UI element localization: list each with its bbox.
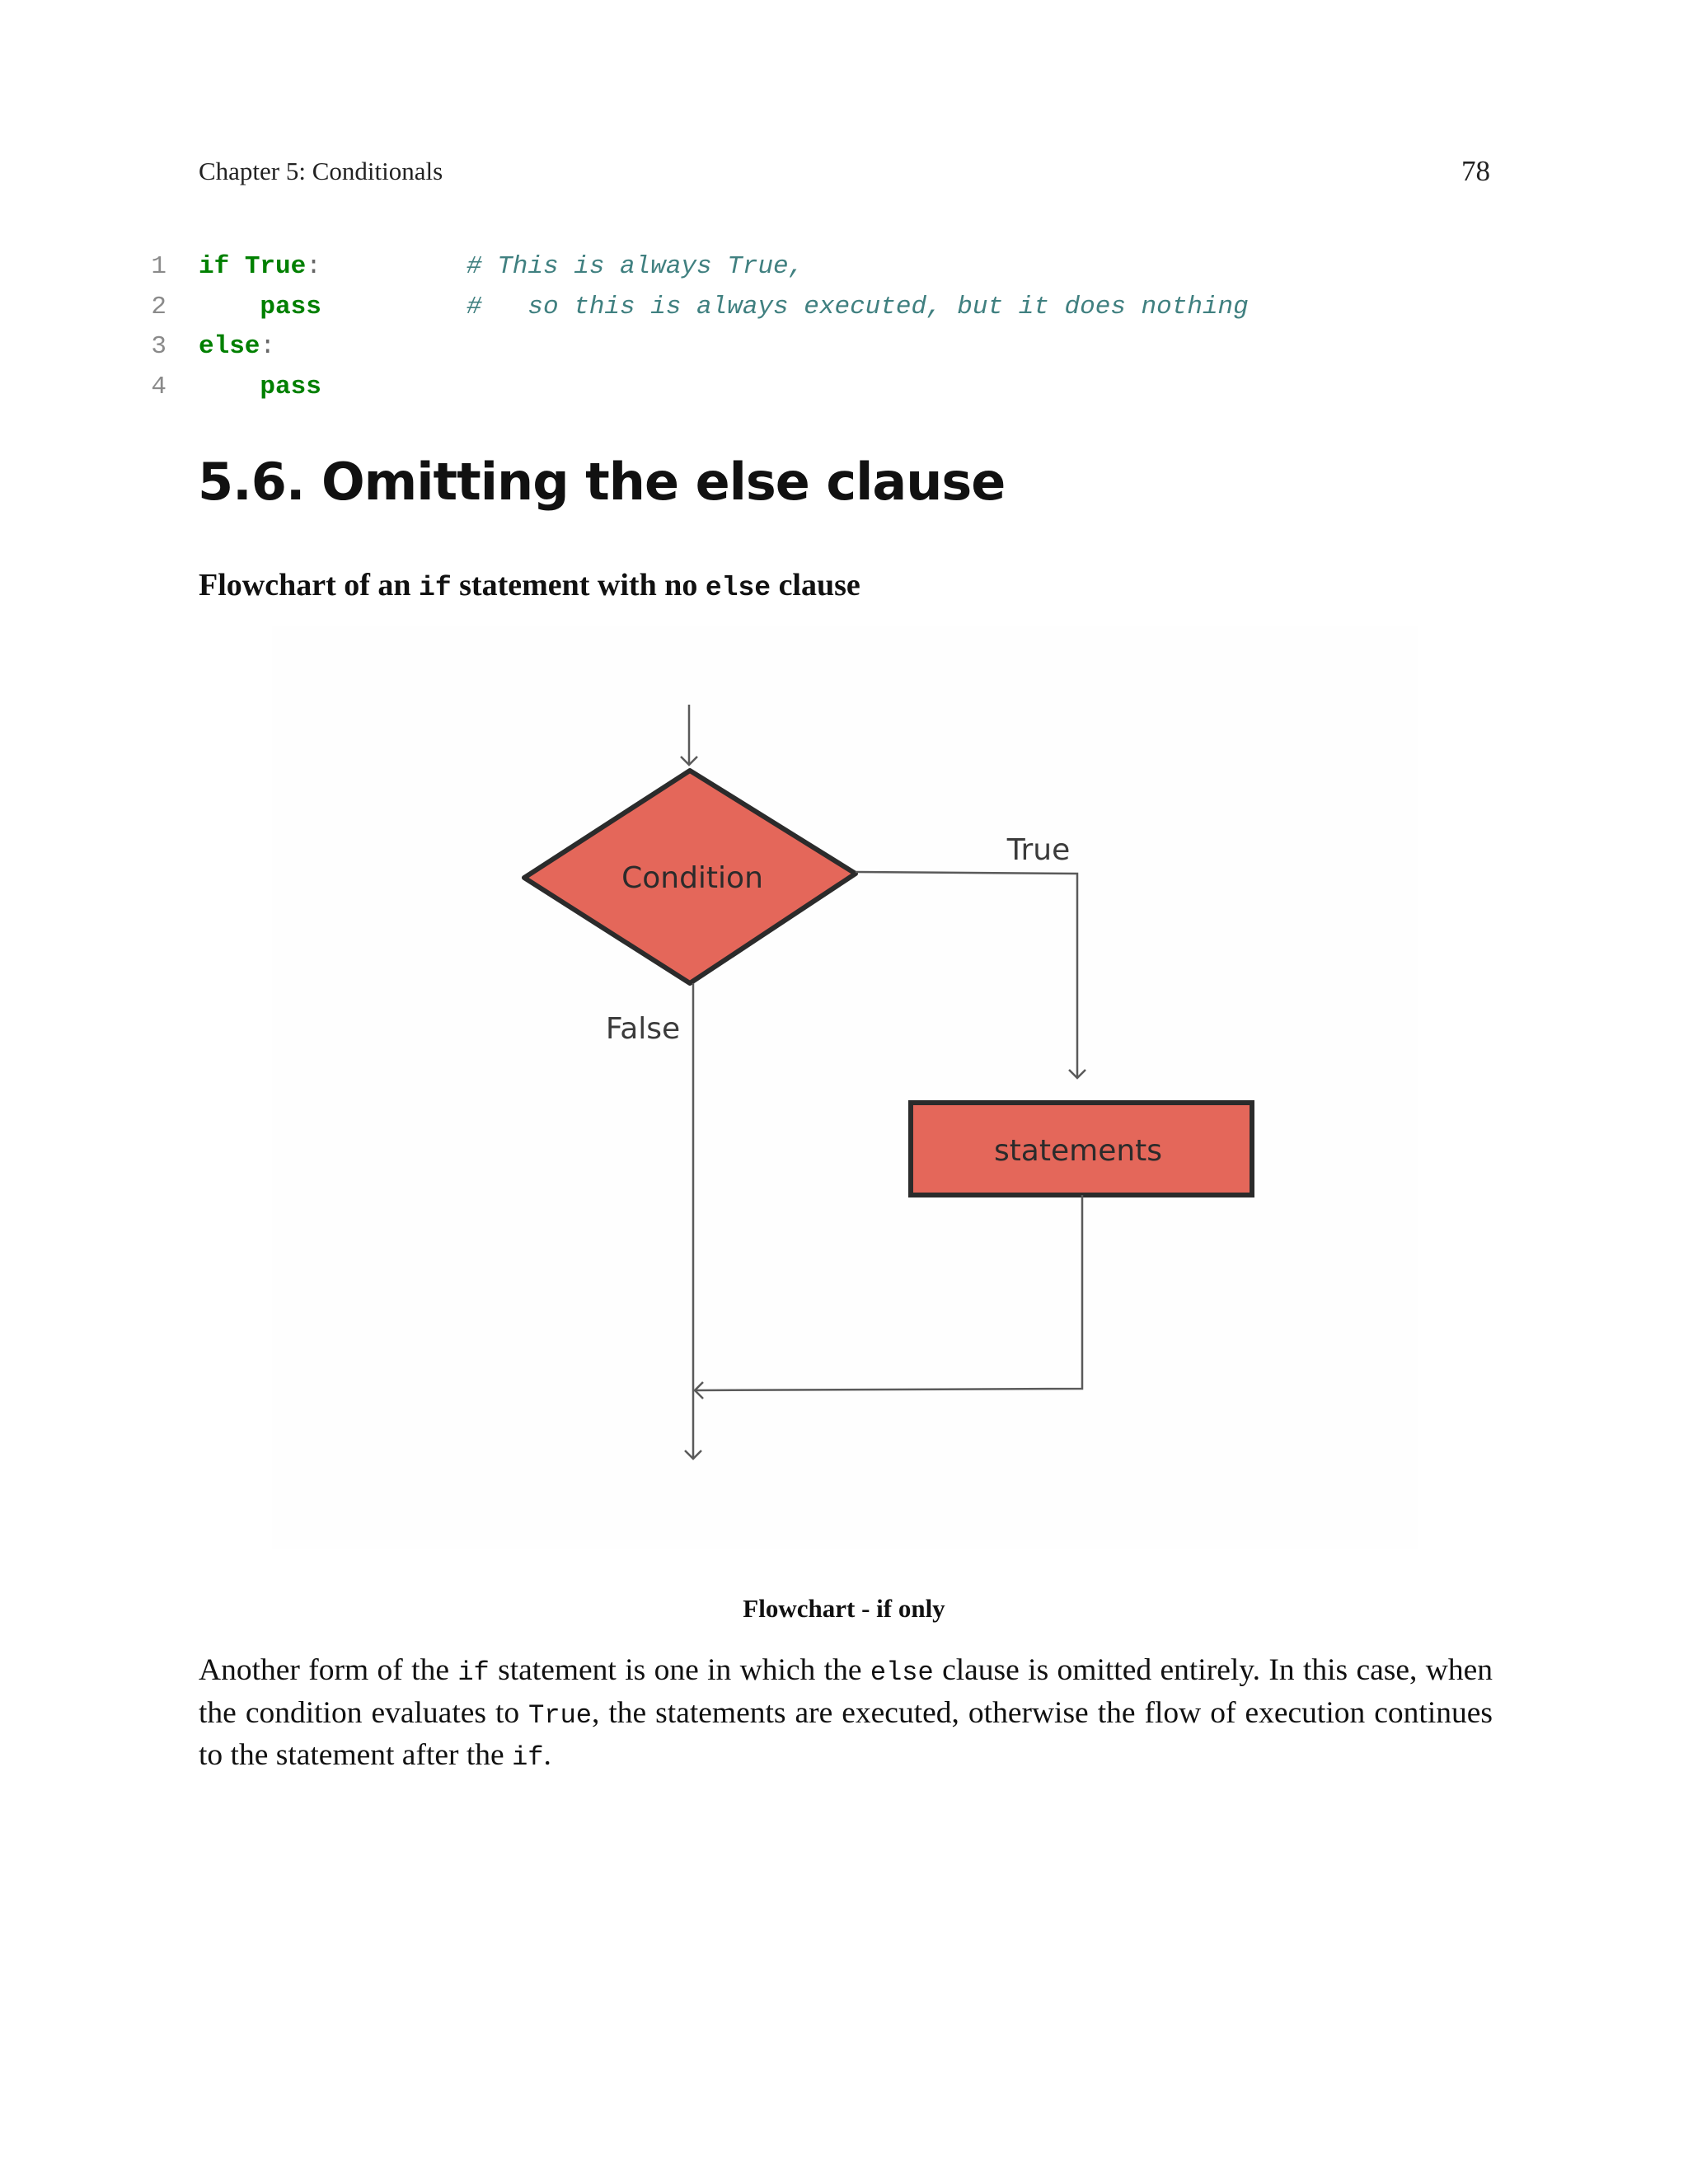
code-text — [199, 327, 275, 367]
body-paragraph — [199, 1651, 1493, 1779]
figure-title-code: else — [705, 573, 771, 603]
line-number: 3 — [151, 332, 166, 361]
paragraph-text: Another form of the — [199, 1653, 458, 1687]
keyword: pass — [260, 372, 321, 401]
inline-code: if — [512, 1742, 544, 1773]
code-comment: # so this is always executed, but it does nothing — [467, 292, 1249, 321]
figure-title-text: clause — [771, 568, 860, 602]
figure-caption: Flowchart - if only — [743, 1594, 945, 1623]
flowchart-figure — [272, 626, 1418, 1549]
keyword: pass — [260, 292, 321, 321]
line-number: 1 — [151, 252, 166, 281]
code-line — [0, 288, 1688, 328]
code-block — [0, 247, 1688, 407]
false-label: False — [605, 1012, 681, 1046]
merge-arrow — [695, 1195, 1082, 1390]
flowchart-diagram — [272, 626, 1418, 1549]
code-line — [0, 368, 1688, 408]
indent — [199, 373, 260, 401]
paragraph-text: statement is one in which the — [489, 1653, 870, 1687]
inline-code: True — [528, 1699, 592, 1731]
keyword: if — [199, 252, 230, 281]
paragraph-text: . — [543, 1738, 551, 1772]
true-branch-arrow — [856, 872, 1077, 1078]
page-number: 78 — [1461, 155, 1490, 187]
section-title: 5.6. Omitting the else clause — [198, 452, 1006, 512]
keyword: True — [244, 252, 307, 281]
indent — [199, 293, 260, 321]
operator: : — [306, 252, 321, 281]
code-comment: # This is always True, — [467, 252, 804, 281]
code-line — [0, 247, 1688, 288]
figure-title-text: Flowchart of an — [199, 568, 420, 602]
statements-label: statements — [993, 1134, 1163, 1168]
line-number: 4 — [151, 372, 166, 401]
paragraph-text: , the statements are executed, otherwise the flow of execution continues to the statement after the — [199, 1695, 1493, 1772]
code-text — [199, 288, 321, 327]
code-line — [0, 327, 1688, 368]
figure-title — [199, 567, 860, 603]
inline-code: if — [457, 1657, 490, 1688]
keyword: else — [199, 332, 260, 361]
true-label: True — [1006, 833, 1071, 867]
condition-label: Condition — [621, 861, 763, 895]
line-number: 2 — [151, 292, 166, 321]
code-text — [199, 368, 321, 407]
paragraph-text: clause is omitted entirely. In this case, when the condition evaluates to — [199, 1653, 1493, 1730]
inline-code: else — [870, 1657, 934, 1688]
operator: : — [260, 332, 276, 361]
figure-title-text: statement with no — [451, 568, 706, 602]
running-header-chapter: Chapter 5: Conditionals — [199, 157, 443, 185]
figure-title-code: if — [419, 573, 452, 603]
code-text — [199, 247, 321, 287]
